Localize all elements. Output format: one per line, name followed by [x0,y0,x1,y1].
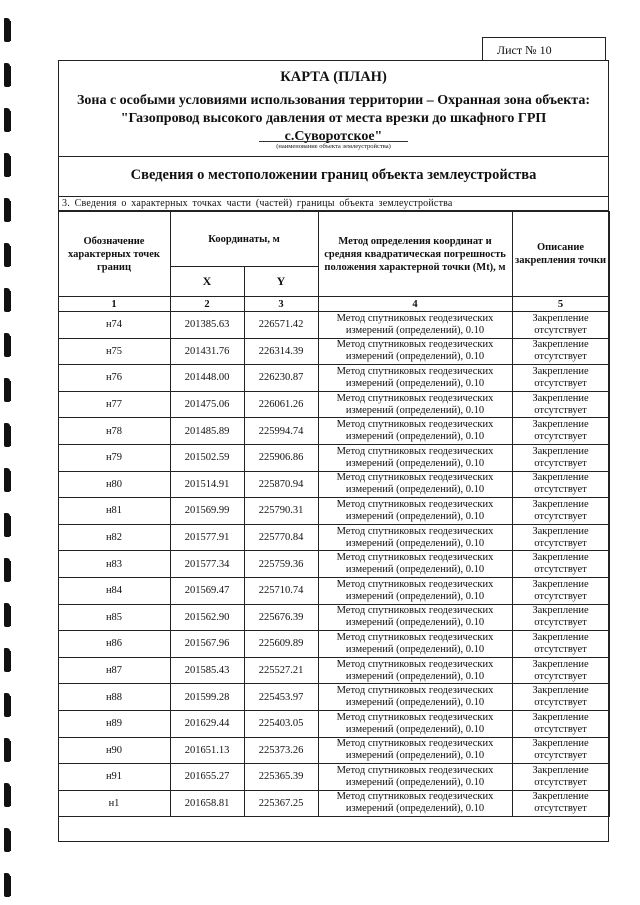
fixing-line: отсутствует [534,484,587,496]
method-cell [318,684,512,711]
point-label: н81 [58,498,170,525]
method-line: измерений (определений), 0.10 [345,803,485,815]
method-line: измерений (определений), 0.10 [345,431,485,443]
method-cell [318,790,512,817]
method-line: Метод спутниковых геодезических [336,738,494,750]
fixing-line: Закрепление [532,312,589,324]
method-cell [318,604,512,631]
fixing-line: Закрепление [532,445,589,457]
point-label: н87 [58,657,170,684]
binding-hole [4,738,10,762]
method-line: измерений (определений), 0.10 [345,351,485,363]
method-line: измерений (определений), 0.10 [345,404,485,416]
fixing-line: Закрепление [532,685,589,697]
coord-x: 201385.63 [170,312,244,339]
coord-x: 201569.47 [170,577,244,604]
fixing-line: отсутствует [534,803,587,815]
coord-y: 225365.39 [244,764,318,791]
fixing-line: отсутствует [534,750,587,762]
coord-x: 201577.34 [170,551,244,578]
table-row [58,737,609,764]
table-row [58,790,609,817]
binding-hole [4,423,10,447]
fixing-cell [512,684,609,711]
coord-y: 226230.87 [244,365,318,392]
fixing-line: отсутствует [534,431,587,443]
table-row [58,604,609,631]
point-label: н78 [58,418,170,445]
fixing-line: отсутствует [534,617,587,629]
fixing-line: отсутствует [534,776,587,788]
fixing-cell [512,498,609,525]
col-header-method: Метод определения координат и средняя квадратическая погрешность положения характерной точки (Мt), м [318,212,512,297]
col-header-y: Y [244,267,318,297]
binding-hole [4,513,10,537]
coord-y: 225676.39 [244,604,318,631]
point-label: н82 [58,524,170,551]
col-number: 4 [318,297,512,312]
fixing-line: Закрепление [532,791,589,803]
fixing-cell [512,365,609,392]
fixing-line: отсутствует [534,564,587,576]
fixing-cell [512,444,609,471]
coord-y: 225906.86 [244,444,318,471]
table-row [58,577,609,604]
fixing-line: Закрепление [532,738,589,750]
coord-y: 225527.21 [244,657,318,684]
fixing-line: Закрепление [532,631,589,643]
fixing-line: отсутствует [534,377,587,389]
point-label: н84 [58,577,170,604]
binding-hole [4,198,10,222]
table-row [58,684,609,711]
table-row [58,338,609,365]
coord-y: 225790.31 [244,498,318,525]
point-label: н91 [58,764,170,791]
coord-y: 225453.97 [244,684,318,711]
fixing-line: Закрепление [532,552,589,564]
method-cell [318,737,512,764]
coord-y: 225870.94 [244,471,318,498]
fixing-line: отсутствует [534,324,587,336]
col-number: 5 [512,297,609,312]
fixing-cell [512,577,609,604]
fixing-line: отсутствует [534,590,587,602]
table-row [58,764,609,791]
binding-hole [4,333,10,357]
method-line: измерений (определений), 0.10 [345,457,485,469]
coord-y: 225367.25 [244,790,318,817]
coord-x: 201577.91 [170,524,244,551]
coord-y: 226061.26 [244,391,318,418]
method-line: Метод спутниковых геодезических [336,605,494,617]
table-row [58,365,609,392]
fixing-line: отсутствует [534,643,587,655]
section-title: Сведения о местоположении границ объекта землеустройства [59,157,608,197]
fixing-cell [512,737,609,764]
zone-title-line: "Газопровод высокого давления от места врезки до шкафного ГРП [120,111,547,126]
binding-hole [4,63,10,87]
fixing-line: Закрепление [532,711,589,723]
method-cell [318,764,512,791]
method-line: измерений (определений), 0.10 [345,776,485,788]
col-header-coords: Координаты, м [170,212,318,267]
fixing-cell [512,764,609,791]
zone-title-line: Зона с особыми условиями использования территории – Охранная зона объекта: [76,93,591,108]
fixing-cell [512,551,609,578]
method-line: Метод спутниковых геодезических [336,445,494,457]
coord-x: 201629.44 [170,710,244,737]
point-label: н89 [58,710,170,737]
binding-hole [4,108,10,132]
method-line: измерений (определений), 0.10 [345,590,485,602]
method-cell [318,657,512,684]
fixing-line: Закрепление [532,605,589,617]
binding-hole [4,378,10,402]
method-line: Метод спутниковых геодезических [336,631,494,643]
fixing-line: Закрепление [532,525,589,537]
fixing-cell [512,657,609,684]
table-row [58,657,609,684]
table-row [58,471,609,498]
coord-y: 226314.39 [244,338,318,365]
point-label: н79 [58,444,170,471]
method-cell [318,444,512,471]
method-cell [318,471,512,498]
method-cell [318,577,512,604]
method-line: Метод спутниковых геодезических [336,711,494,723]
binding-hole [4,873,10,897]
fixing-cell [512,471,609,498]
method-line: Метод спутниковых геодезических [336,658,494,670]
binding-hole [4,783,10,807]
point-label: н86 [58,631,170,658]
coord-y: 225994.74 [244,418,318,445]
fixing-line: отсутствует [534,697,587,709]
method-line: Метод спутниковых геодезических [336,419,494,431]
fixing-line: отсутствует [534,510,587,522]
fixing-line: Закрепление [532,764,589,776]
fixing-line: Закрепление [532,392,589,404]
col-header-x: X [170,267,244,297]
method-line: измерений (определений), 0.10 [345,617,485,629]
method-cell [318,312,512,339]
binding-hole [4,243,10,267]
fixing-line: Закрепление [532,498,589,510]
fixing-line: Закрепление [532,472,589,484]
fixing-line: отсутствует [534,537,587,549]
point-label: н75 [58,338,170,365]
coord-x: 201599.28 [170,684,244,711]
table-row [58,524,609,551]
col-number: 2 [170,297,244,312]
col-number: 1 [58,297,170,312]
table-row [58,312,609,339]
fixing-cell [512,631,609,658]
method-cell [318,365,512,392]
fixing-cell [512,524,609,551]
method-line: измерений (определений), 0.10 [345,510,485,522]
method-cell [318,338,512,365]
fixing-line: Закрепление [532,419,589,431]
fixing-cell [512,604,609,631]
zone-title-line: с.Суворотское" [284,129,383,144]
method-line: измерений (определений), 0.10 [345,750,485,762]
table-row [58,418,609,445]
fixing-cell [512,418,609,445]
coord-x: 201502.59 [170,444,244,471]
method-line: измерений (определений), 0.10 [345,643,485,655]
method-line: Метод спутниковых геодезических [336,552,494,564]
coord-y: 225710.74 [244,577,318,604]
point-label: н80 [58,471,170,498]
coord-y: 225403.05 [244,710,318,737]
method-line: Метод спутниковых геодезических [336,365,494,377]
fixing-line: отсутствует [534,670,587,682]
fixing-line: отсутствует [534,723,587,735]
coord-x: 201651.13 [170,737,244,764]
method-line: измерений (определений), 0.10 [345,670,485,682]
method-line: измерений (определений), 0.10 [345,697,485,709]
method-line: Метод спутниковых геодезических [336,339,494,351]
coord-x: 201569.99 [170,498,244,525]
coord-x: 201562.90 [170,604,244,631]
binding-hole [4,18,10,42]
document-kind: КАРТА (ПЛАН) [280,69,387,85]
sheet-number: Лист № 10 [482,37,606,61]
section-subtitle: 3. Сведения о характерных точках части (частей) границы объекта землеустройства [59,197,608,211]
method-line: Метод спутниковых геодезических [336,525,494,537]
method-line: Метод спутниковых геодезических [336,498,494,510]
col-number: 3 [244,297,318,312]
fixing-cell [512,790,609,817]
method-line: измерений (определений), 0.10 [345,484,485,496]
binding-hole [4,153,10,177]
coord-y: 226571.42 [244,312,318,339]
method-line: Метод спутниковых геодезических [336,791,494,803]
col-header-point: Обозначение характерных точек границ [58,212,170,297]
coord-x: 201585.43 [170,657,244,684]
method-cell [318,524,512,551]
point-label: н88 [58,684,170,711]
method-cell [318,551,512,578]
coord-x: 201567.96 [170,631,244,658]
binding-hole [4,558,10,582]
coord-x: 201475.06 [170,391,244,418]
coord-x: 201448.00 [170,365,244,392]
fixing-cell [512,391,609,418]
table-row [58,710,609,737]
point-label: н76 [58,365,170,392]
coord-x: 201658.81 [170,790,244,817]
fixing-line: Закрепление [532,365,589,377]
method-cell [318,498,512,525]
table-row [58,391,609,418]
coord-x: 201655.27 [170,764,244,791]
fixing-cell [512,710,609,737]
fixing-line: Закрепление [532,578,589,590]
method-line: измерений (определений), 0.10 [345,564,485,576]
object-caption: (наименование объекта землеустройства) [276,143,391,150]
fixing-line: Закрепление [532,339,589,351]
method-cell [318,710,512,737]
method-line: Метод спутниковых геодезических [336,392,494,404]
point-label: н85 [58,604,170,631]
col-header-fixing: Описание закрепления точки [512,212,609,297]
binding-hole [4,603,10,627]
table-row [58,498,609,525]
fixing-cell [512,338,609,365]
method-line: Метод спутниковых геодезических [336,764,494,776]
method-line: Метод спутниковых геодезических [336,312,494,324]
document-frame [58,60,609,842]
binding-hole [4,468,10,492]
table-row [58,444,609,471]
point-label: н77 [58,391,170,418]
method-cell [318,631,512,658]
points-table [58,211,610,817]
fixing-line: Закрепление [532,658,589,670]
method-cell [318,391,512,418]
binding-hole [4,648,10,672]
coord-y: 225770.84 [244,524,318,551]
method-line: измерений (определений), 0.10 [345,377,485,389]
coord-x: 201485.89 [170,418,244,445]
binding-hole [4,693,10,717]
coord-y: 225373.26 [244,737,318,764]
point-label: н90 [58,737,170,764]
document-header [59,61,608,157]
method-line: измерений (определений), 0.10 [345,537,485,549]
fixing-line: отсутствует [534,457,587,469]
point-label: н83 [58,551,170,578]
coord-x: 201431.76 [170,338,244,365]
binding-hole [4,288,10,312]
method-line: Метод спутниковых геодезических [336,578,494,590]
binding-hole [4,828,10,852]
method-line: измерений (определений), 0.10 [345,723,485,735]
zone-title [59,92,608,146]
fixing-cell [512,312,609,339]
caption-divider [259,141,408,142]
point-label: н1 [58,790,170,817]
table-row [58,631,609,658]
coord-y: 225759.36 [244,551,318,578]
coord-y: 225609.89 [244,631,318,658]
method-line: Метод спутниковых геодезических [336,685,494,697]
table-row [58,551,609,578]
fixing-line: отсутствует [534,351,587,363]
method-line: измерений (определений), 0.10 [345,324,485,336]
coord-x: 201514.91 [170,471,244,498]
method-line: Метод спутниковых геодезических [336,472,494,484]
point-label: н74 [58,312,170,339]
binding-holes [4,0,18,905]
method-cell [318,418,512,445]
fixing-line: отсутствует [534,404,587,416]
